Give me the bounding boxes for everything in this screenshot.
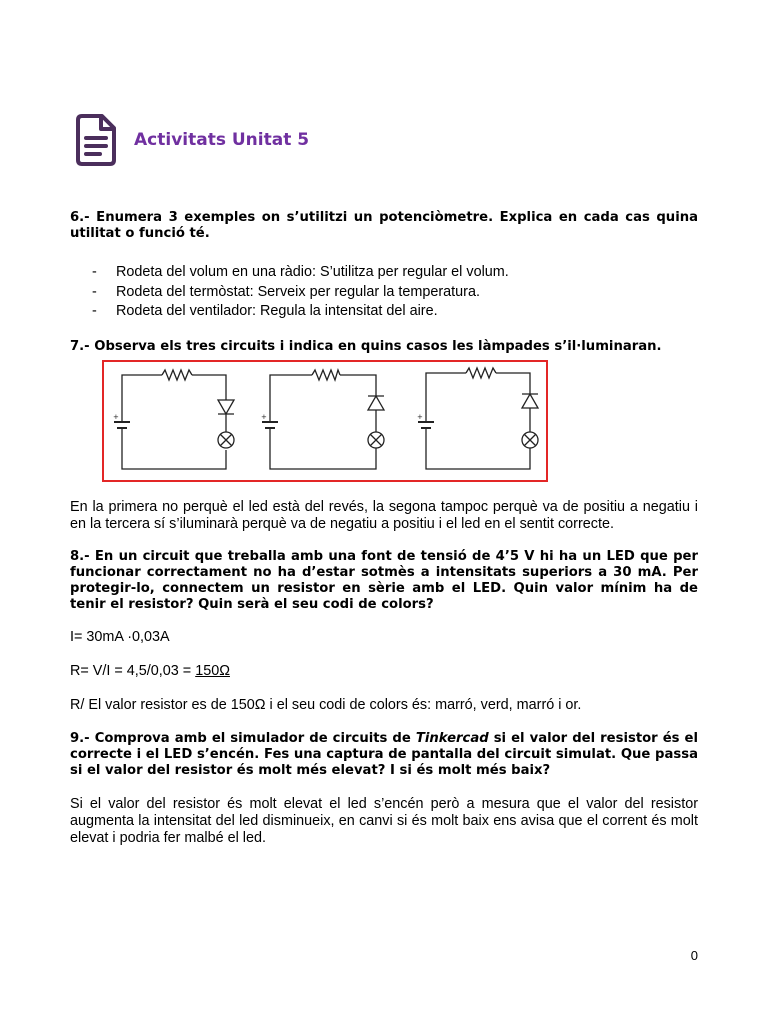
resistor-2 [312,370,340,380]
resistance-result: 150Ω [195,662,230,679]
circuits-diagram [104,362,546,480]
question-9: 9.- Comprova amb el simulador de circuits de Tinkercad si el valor del resistor és el correcte i el LED s’encén. Fes una captura de pantalla del circuit simulat. Que passa si el valor del resistor és molt més elevat? I si és molt més baix? [70,730,699,778]
question-8: 8.- En un circuit que treballa amb una font de tensió de 4’5 V hi ha un LED que per funcionar correctament no ha d’estar sotmès a intensitats superiors a 30 mA. Per protegir-lo, connectem un resistor en sèrie amb el LED. Quin valor mínim ha de tenir el resistor? Quin serà el seu codi de colors? [70,548,698,612]
resistor-1 [162,370,192,380]
battery-plus-2: + [261,412,267,421]
answer-9: Si el valor del resistor és molt elevat el led s’encén però a mesura que el valor del resistor augmenta la intensitat del led disminueix, en canvi si és molt baix ens avisa que el corrent és molt elevat i podria fer malbé el led. [70,795,698,846]
list-item: - Rodeta del termòstat: Serveix per regular la temperatura. [70,283,698,303]
resistor-3 [466,368,496,378]
content [70,210,698,847]
answer-8-intensity: I= 30mA ·0,03A [70,628,170,645]
document-icon [74,112,120,168]
list-item: - Rodeta del ventilador: Regula la intensitat del aire. [70,302,698,322]
list-item: - Rodeta del volum en una ràdio: S’utilitza per regular el volum. [70,263,698,283]
tinkercad-italic: Tinkercad [415,730,489,746]
question-6: 6.- Enumera 3 exemples on s’utilitzi un potenciòmetre. Explica en cada cas quina utilitat o funció té. [70,210,698,241]
page-title: Activitats Unitat 5 [134,130,310,150]
circuit-1 [114,370,234,469]
answer-6-list [70,263,698,322]
page-number: 0 [690,948,698,963]
list-bullet: - [92,264,97,280]
answer-7: En la primera no perquè el led està del revés, la segona tampoc perquè va de positiu a negatiu i en la tercera sí s’iluminarà perquè va de negatiu a positiu i el led en el sentit correcte. [70,498,698,532]
circuit-3 [418,368,538,469]
circuit-2 [262,370,384,469]
led-2 [368,396,384,432]
battery-plus-1: + [113,412,119,421]
page-header [74,112,309,168]
question-7: 7.- Observa els tres circuits i indica en quins casos les làmpades s’il·luminaran. [70,338,662,354]
list-bullet: - [92,283,97,300]
circuits-figure [102,360,548,482]
list-bullet: - [92,303,97,319]
answer-8-resistance: R= V/I = 4,5/0,03 = 150Ω [70,662,230,679]
led-1 [218,400,234,432]
battery-plus-3: + [417,412,423,421]
led-3 [522,394,538,432]
answer-8-colors: R/ El valor resistor es de 150Ω i el seu codi de colors és: marró, verd, marró i or. [70,696,582,713]
